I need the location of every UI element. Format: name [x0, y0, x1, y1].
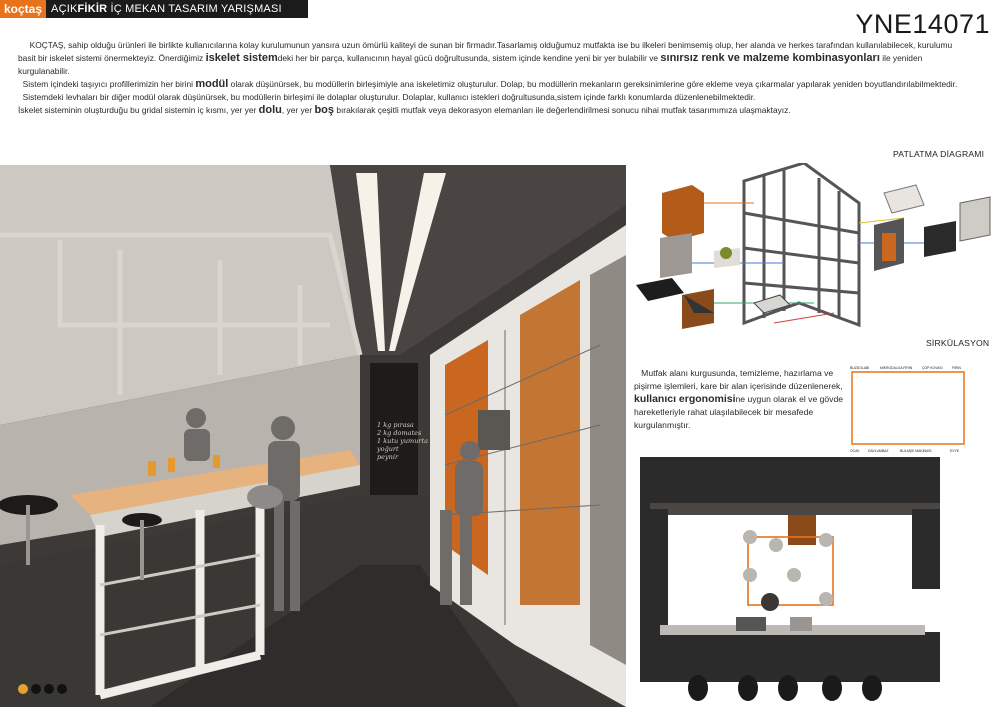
diagram-label-oven: FIRIN [952, 366, 961, 370]
competition-title: AÇIKFİKİR İÇ MEKAN TASARIM YARIŞMASI [51, 3, 282, 15]
circulation-label: SİRKÜLASYON [926, 338, 990, 348]
page-dot-1[interactable] [18, 684, 28, 694]
note-line-3: 1 kutu yumurta [377, 437, 428, 445]
header-bar [0, 0, 308, 18]
diagram-label-microwave: MİKRODALGA FIRIN [880, 366, 913, 370]
brand-logo: koçtaş [0, 0, 46, 18]
page-dot-4[interactable] [57, 684, 67, 694]
note-line-2: 2 kg domates [377, 429, 422, 437]
intro-paragraph-1: KOÇTAŞ, sahip olduğu ürünleri ile birlikte kullanıcılarına kolay kurulumunun yansıra uzun ömürlü kaliteyi de sunan bir firmadır.Tasarlamış olduğumuz mutfakta ise bu ilkeleri benimsemiş olup, her alanda ve herkes tarafından kullanılabilecek, kurulumu basit bir iskelet sistemi önermekteyiz. Önerdiğimiz iskelet sistemdeki her bir parça, kullanıcının hayal gücü doğrultusunda, sistem içinde kendine yeni bir yer bulabilir ve sınırsız renk ve malzeme kombinasyonları ile yeniden kurgulanabilir. [18, 40, 953, 76]
intro-paragraph-4: İskelet sisteminin oluşturduğu bu gridal sistemin iç kısmı, yer yer dolu, yer yer boş bırakılarak çeşitli mutfak veya dekorasyon elemanları ile değerlendirilmesi sonucu nihai mutfak tasarımımıza ulaşmaktayız. [18, 103, 791, 116]
diagram-label-dishwasher: BULAŞIK MAKİNASI [900, 449, 932, 453]
intro-paragraph-3: Sistemdeki levhaları bir diğer modül olarak düşünürsek, bu modüllerin birleşimi ile dolaplar oluşturulur. Dolaplar, kullanıcı istekleri doğrultusunda,sistem içinde farklı konumlarda düzenlenebilmektedir. [22, 91, 756, 102]
exploded-diagram [634, 163, 994, 333]
page-dot-2[interactable] [31, 684, 41, 694]
diagram-label-trash: ÇÖP KOVASI [922, 366, 943, 370]
kitchen-render-illustration [0, 165, 626, 707]
circulation-text: Mutfak alanı kurgusunda, temizleme, hazırlama ve pişirme işlemleri, kare bir alan içerisinde düzenlenerek, kullanıcı ergonomisine uygun olarak el ve gövde hareketleriyle rahat ulaşılabilecek bir mesafede kurgulanmıştır. [634, 368, 844, 431]
note-line-4: yoğurt [377, 445, 399, 453]
diagram-label-stove: OCAK [850, 449, 860, 453]
note-line-1: 1 kg pırasa [377, 421, 414, 429]
intro-text [18, 39, 968, 116]
project-code: YNE14071 [855, 9, 990, 39]
kitchen-render [0, 165, 626, 707]
circulation-diagram [846, 362, 970, 456]
kitchen-plan-view [640, 457, 940, 707]
diagram-label-sink: EVYE [950, 449, 960, 453]
pagination-dots [18, 684, 67, 694]
intro-paragraph-2: Sistem içindeki taşıyıcı profillerimizin her birini modül olarak düşünürsek, bu modüllerin birleşimiyle ana iskeletimiz oluşturulur. Dolap, bu modüllerin mekanların gereksinimlerine göre ekleme veya çıkarmalar yapılarak yeniden boyutlandırılabilmektedir. [22, 77, 958, 90]
note-line-5: peynir [377, 453, 399, 461]
page-dot-3[interactable] [44, 684, 54, 694]
explode-diagram-label: PATLATMA DİAGRAMI [893, 149, 985, 159]
diagram-label-refrigerator: BUZDOLABI [850, 366, 870, 370]
diagram-label-hood: DAVLUMBAZ [868, 449, 889, 453]
